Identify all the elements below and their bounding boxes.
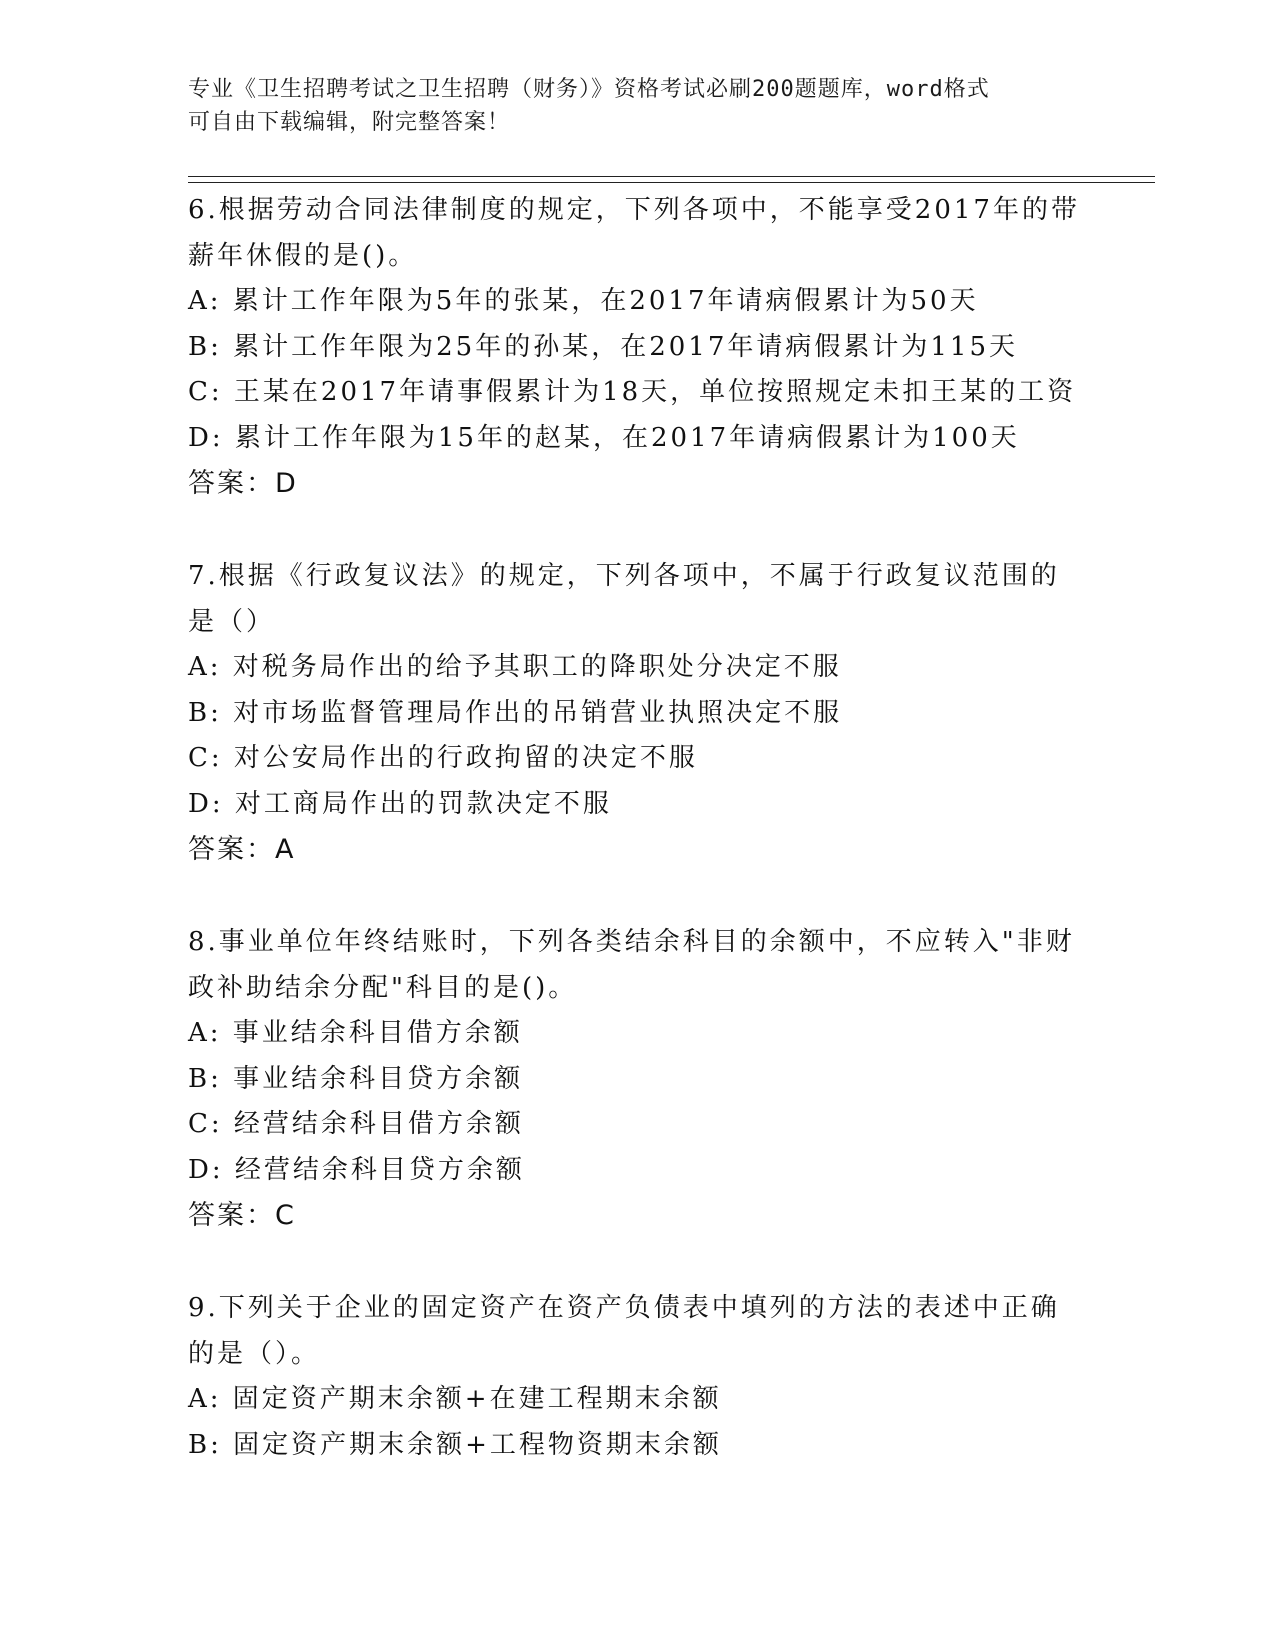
question-6	[188, 188, 1088, 506]
question-stem-line: 8.事业单位年终结账时，下列各类结余科目的余额中，不应转入"非财	[188, 927, 1075, 957]
question-8	[188, 920, 1088, 1238]
header-line-1: 专业《卫生招聘考试之卫生招聘（财务）》资格考试必刷200题题库，word格式	[188, 77, 990, 102]
option-d: D: 对工商局作出的罚款决定不服	[188, 788, 612, 819]
question-spacer	[188, 506, 1088, 554]
option-b: B: 事业结余科目贷方余额	[188, 1063, 524, 1094]
question-9	[188, 1286, 1088, 1468]
option-a: A: 事业结余科目借方余额	[188, 1018, 523, 1048]
question-spacer	[188, 1238, 1088, 1286]
option-d: D: 累计工作年限为15年的赵某，在2017年请病假累计为100天	[188, 422, 1020, 453]
question-stem-line: 政补助结余分配"科目的是()。	[188, 972, 578, 1003]
question-stem-line: 6.根据劳动合同法律制度的规定，下列各项中，不能享受2017年的带	[188, 195, 1080, 225]
option-a: A: 固定资产期末余额+在建工程期末余额	[188, 1384, 722, 1414]
option-b: B: 累计工作年限为25年的孙某，在2017年请病假累计为115天	[188, 331, 1019, 362]
option-c: C: 对公安局作出的行政拘留的决定不服	[188, 743, 698, 773]
question-stem-line: 的是（）。	[188, 1338, 321, 1369]
question-stem-line: 9.下列关于企业的固定资产在资产负债表中填列的方法的表述中正确	[188, 1293, 1060, 1323]
header-divider-top	[188, 176, 1155, 177]
header-line-2: 可自由下载编辑，附完整答案！	[188, 110, 511, 135]
option-b: B: 固定资产期末余额+工程物资期末余额	[188, 1429, 722, 1460]
option-c: C: 经营结余科目借方余额	[188, 1109, 524, 1139]
document-header-note	[188, 73, 1068, 139]
question-7	[188, 554, 1088, 872]
question-list	[188, 188, 1088, 1468]
option-a: A: 累计工作年限为5年的张某，在2017年请病假累计为50天	[188, 286, 979, 316]
answer-line: 答案：A	[188, 834, 296, 865]
option-d: D: 经营结余科目贷方余额	[188, 1154, 525, 1185]
option-a: A: 对税务局作出的给予其职工的降职处分决定不服	[188, 652, 842, 682]
question-stem-line: 薪年休假的是()。	[188, 240, 418, 271]
question-spacer	[188, 872, 1088, 920]
question-stem-line: 是（）	[188, 606, 276, 637]
answer-line: 答案：C	[188, 1200, 296, 1231]
option-b: B: 对市场监督管理局作出的吊销营业执照决定不服	[188, 697, 843, 728]
header-divider-bottom	[188, 182, 1155, 183]
option-c: C: 王某在2017年请事假累计为18天，单位按照规定未扣王某的工资	[188, 377, 1077, 407]
answer-line: 答案：D	[188, 468, 298, 499]
question-stem-line: 7.根据《行政复议法》的规定，下列各项中，不属于行政复议范围的	[188, 561, 1060, 591]
